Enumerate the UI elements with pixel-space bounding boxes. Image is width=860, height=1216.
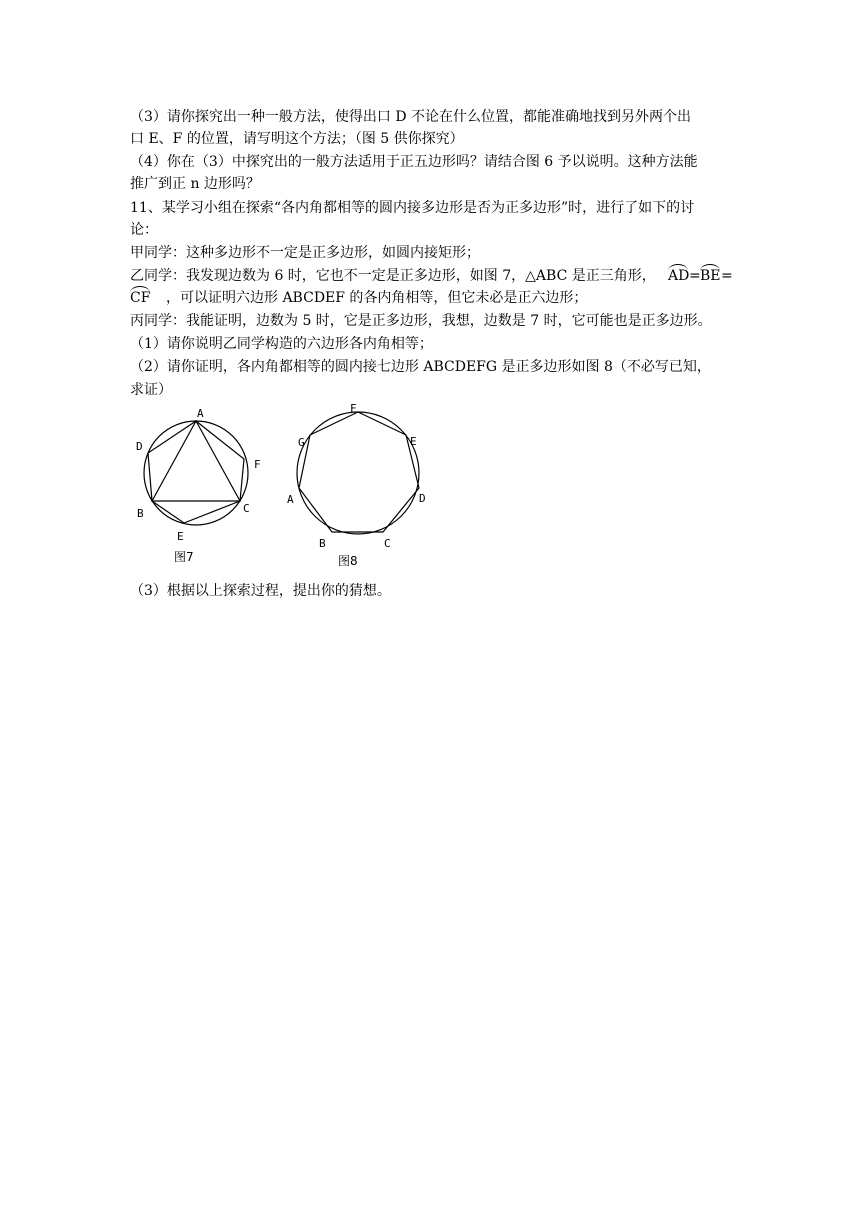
- equals-sign-2: =: [721, 268, 733, 284]
- fig8-caption: 图8: [338, 554, 358, 568]
- fig8-circle: [297, 412, 419, 534]
- fig8-label-g: G: [298, 436, 305, 449]
- arc-ad-label: AD: [668, 268, 690, 284]
- text-line-problem-11: 11、某学习小组在探索“各内角都相等的圆内接多边形是否为正多边形”时，进行了如下的讨: [130, 200, 695, 216]
- fig8-label-e: E: [410, 435, 417, 448]
- text-line-student-yi-cont: ，可以证明六边形 ABCDEF 的各内角相等，但它未必是正六边形；: [166, 290, 588, 306]
- text-line-student-yi: 乙同学：我发现边数为 6 时，它也不一定是正多边形，如图 7，△ABC 是正三角形，: [130, 268, 656, 284]
- fig7-label-c: C: [243, 502, 250, 515]
- fig7-label-f: F: [254, 458, 261, 471]
- fig8-label-c: C: [384, 537, 391, 550]
- fig7-label-e: E: [177, 530, 184, 543]
- text-line-sub-2-cont: 求证）: [130, 382, 172, 398]
- text-line-sub-1: （1）请你说明乙同学构造的六边形各内角相等；: [130, 336, 433, 352]
- text-line-sub-2: （2）请你证明，各内角都相等的圆内接七边形 ABCDEFG 是正多边形如图 8（不必写已知，: [130, 359, 711, 375]
- fig7-circle: [144, 421, 248, 525]
- text-line-student-bing: 丙同学：我能证明，边数为 5 时，它是正多边形，我想，边数是 7 时，它可能也是正多边形。: [130, 313, 712, 329]
- fig7-triangle-abc: [152, 421, 240, 501]
- text-line-q4-cont: 推广到正 n 边形吗？: [130, 176, 260, 192]
- fig7-label-b: B: [137, 507, 144, 520]
- fig8-label-f: F: [350, 402, 357, 415]
- fig7-caption: 图7: [174, 550, 194, 564]
- fig8-label-b: B: [319, 537, 326, 550]
- fig7-label-d: D: [136, 440, 143, 453]
- fig8-label-a: A: [287, 493, 294, 506]
- fig8-label-d: D: [419, 492, 426, 505]
- arc-cf-label: CF: [130, 290, 151, 306]
- text-line-student-jia: 甲同学：这种多边形不一定是正多边形，如圆内接矩形；: [130, 245, 480, 261]
- text-line-q3-cont: 口 E、F 的位置，请写明这个方法；（图 5 供你探究）: [130, 131, 464, 147]
- text-line-problem-11-cont: 论：: [130, 222, 158, 238]
- fig7-label-a: A: [197, 407, 204, 420]
- arc-be-label: BE: [700, 268, 721, 284]
- text-line-q4: （4）你在（3）中探究出的一般方法适用于正五边形吗？请结合图 6 予以说明。这种方法能: [130, 154, 698, 170]
- equals-sign-1: =: [689, 268, 701, 284]
- text-line-sub-3: （3）根据以上探索过程，提出你的猜想。: [130, 583, 391, 599]
- text-line-q3: （3）请你探究出一种一般方法，使得出口 D 不论在什么位置，都能准确地找到另外两个出: [130, 109, 692, 125]
- fig7-hexagon: [148, 421, 244, 523]
